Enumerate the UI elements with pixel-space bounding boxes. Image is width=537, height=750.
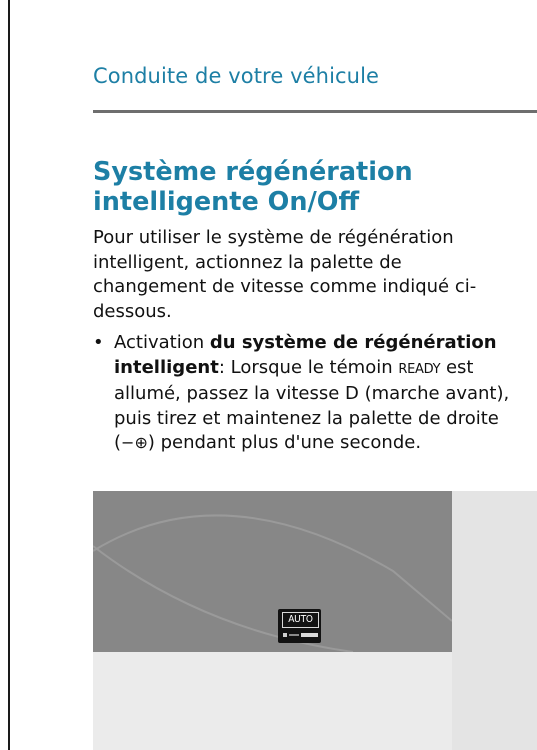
figure-lower-area (93, 652, 452, 750)
intro-paragraph: Pour utiliser le système de régénération intelligent, actionnez la palette de changement de vitesse comme indiqué ci-dessous. (93, 227, 477, 322)
bullet-after-bold: : Lorsque le témoin (218, 356, 399, 378)
bullet-tail: ) pendant plus d'une seconde. (147, 432, 422, 453)
page-title (93, 157, 513, 217)
bullet-text (114, 331, 513, 456)
auto-label: AUTO (282, 612, 319, 628)
page-edge-rule (8, 0, 10, 750)
ready-indicator-text: READY (398, 361, 441, 377)
illustration-figure (93, 491, 537, 750)
auto-mode-badge (278, 609, 321, 643)
section-header: Conduite de votre véhicule (93, 64, 380, 88)
bullet-marker: • (93, 332, 104, 353)
figure-right-area (452, 491, 537, 750)
title-line-2: intelligente On/Off (93, 187, 360, 217)
bullet-lead: Activation (114, 332, 205, 353)
bullet-after-indicator: est allumé, passez la vitesse D (marche avant), puis tirez et maintenez la palette de droite ( (114, 356, 510, 453)
bullet-bold-text: du système de régénération intelligent (114, 332, 497, 378)
dashboard-panel (93, 491, 452, 652)
dashboard-arcs (93, 491, 452, 652)
regen-level-icon (283, 633, 318, 637)
header-divider (93, 110, 537, 113)
paddle-icon: −⊕ (121, 433, 148, 452)
title-line-1: Système régénération (93, 157, 413, 187)
bullet-item (93, 331, 513, 456)
